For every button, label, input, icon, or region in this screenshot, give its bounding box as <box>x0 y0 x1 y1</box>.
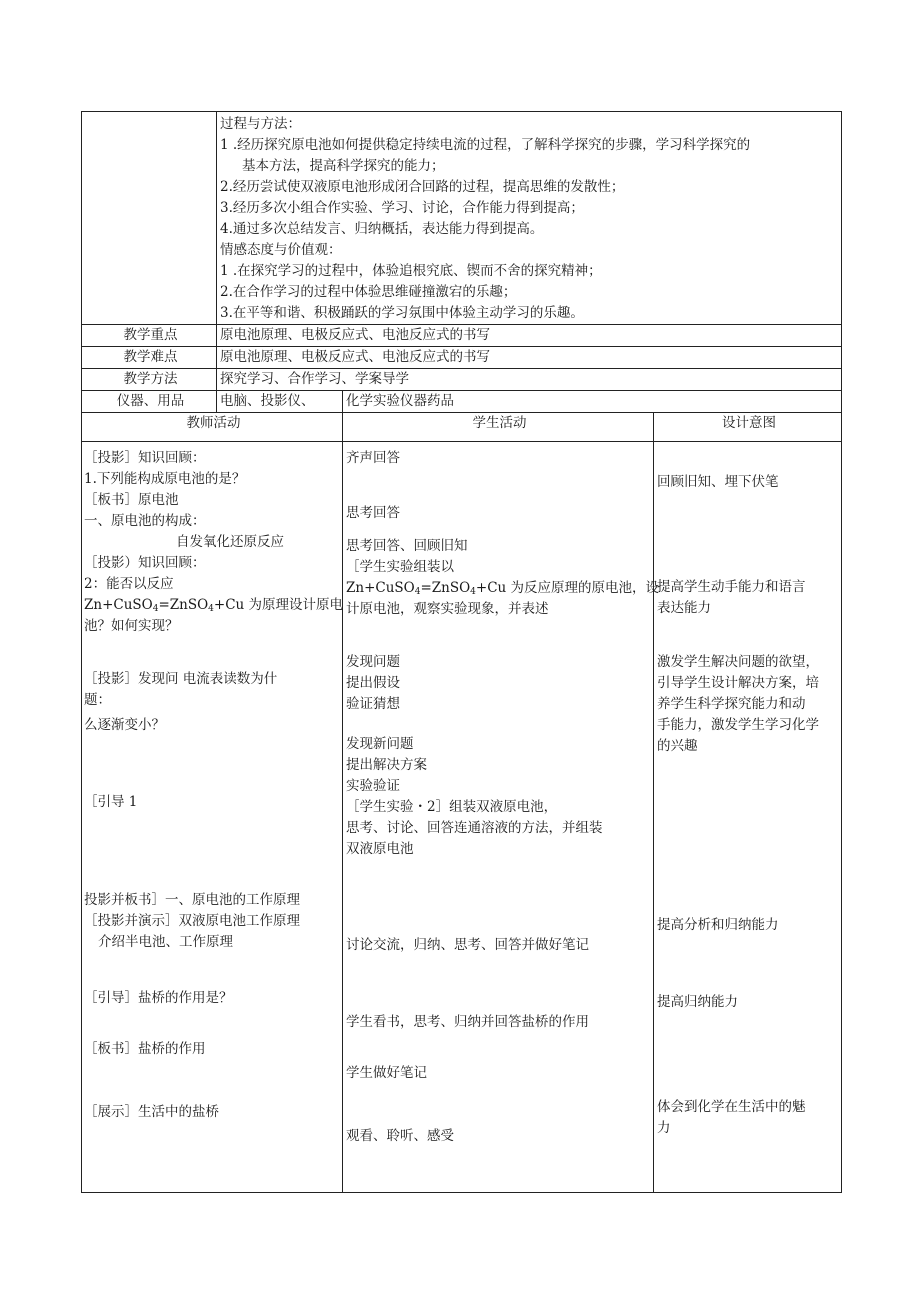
teacher-line: 投影并板书］一、原电池的工作原理 <box>84 892 300 908</box>
emotion-item: 3.在平等和谐、积极踊跃的学习氛围中体验主动学习的乐趣。 <box>220 305 584 321</box>
teacher-line: ［投影］发现问 电流表读数为什 <box>84 671 278 687</box>
design-line: 提高学生动手能力和语言 <box>657 579 806 595</box>
objectives-label-cell <box>82 112 217 325</box>
teacher-line: 2：能否以反应 <box>84 576 174 592</box>
activity-body-row <box>82 442 842 1193</box>
design-line: 力 <box>657 1120 671 1136</box>
formula-part: +Cu 为原理设计原电 <box>213 597 344 613</box>
objectives-row <box>82 112 842 325</box>
emotion-item: 2.在合作学习的过程中体验思维碰撞激宕的乐趣； <box>220 284 517 300</box>
student-line: 讨论交流，归纳、思考、回答并做好笔记 <box>346 937 589 953</box>
difficulties-value: 原电池原理、电极反应式、电池反应式的书写 <box>217 347 842 369</box>
design-line: 回顾旧知、埋下伏笔 <box>657 474 779 490</box>
key-points-value: 原电池原理、电极反应式、电池反应式的书写 <box>217 325 842 347</box>
student-line: 思考回答 <box>346 505 400 521</box>
student-line: 发现新问题 <box>346 736 414 752</box>
process-item: 2.经历尝试使双液原电池形成闭合回路的过程，提高思维的发散性； <box>220 179 625 195</box>
teacher-line: ［引导］盐桥的作用是？ <box>84 990 233 1006</box>
formula-part: +Cu 为反应原理的原电池，设 <box>475 580 660 596</box>
lesson-plan-table <box>81 111 842 1193</box>
formula-part: Zn+CuSO <box>84 597 153 613</box>
student-line: 观看、聆听、感受 <box>346 1128 454 1144</box>
instruments-row <box>82 391 842 413</box>
lesson-plan-document <box>81 111 841 1193</box>
teacher-activity-header: 教师活动 <box>82 413 343 442</box>
design-intent-cell <box>654 442 842 1193</box>
emotion-item: 1 .在探究学习的过程中，体验追根究底、锲而不舍的探究精神； <box>220 263 602 279</box>
teacher-line: ［引导 1 <box>84 794 138 810</box>
formula-part: =ZnSO <box>420 580 471 596</box>
formula-sub: 4 <box>414 587 421 597</box>
teacher-line: 介绍半电池、工作原理 <box>98 934 233 950</box>
process-item: 4.通过多次总结发言、归纳概括，表达能力得到提高。 <box>220 221 544 237</box>
objectives-cell <box>217 112 842 325</box>
design-line: 激发学生解决问题的欲望， <box>657 654 819 670</box>
process-item: 3.经历多次小组合作实验、学习、讨论，合作能力得到提高； <box>220 200 584 216</box>
teacher-line: ［板书］盐桥的作用 <box>84 1041 206 1057</box>
activity-header-row <box>82 413 842 442</box>
teacher-line: ［投影并演示］双液原电池工作原理 <box>84 913 300 929</box>
student-line: 计原电池，观察实验现象，并表述 <box>346 601 549 617</box>
instruments-value-b: 化学实验仪器药品 <box>343 391 842 413</box>
process-item: 基本方法，提高科学探究的能力； <box>242 158 445 174</box>
teacher-line: 题： <box>84 692 111 708</box>
design-line: 体会到化学在生活中的魅 <box>657 1099 806 1115</box>
teacher-line: ［板书］原电池 <box>84 492 179 508</box>
student-line: 齐声回答 <box>346 450 400 466</box>
student-line: 实验验证 <box>346 778 400 794</box>
design-intent-header: 设计意图 <box>654 413 842 442</box>
teacher-line: 1.下列能构成原电池的是？ <box>84 471 246 487</box>
design-line: 提高分析和归纳能力 <box>657 917 779 933</box>
emotion-title: 情感态度与价值观： <box>220 242 342 258</box>
key-points-label: 教学重点 <box>82 325 217 347</box>
process-item: 1 .经历探究原电池如何提供稳定持续电流的过程，了解科学探究的步骤，学习科学探究的 <box>220 137 751 153</box>
teacher-line: 自发氧化还原反应 <box>176 534 284 550</box>
design-line: 养学生科学探究能力和动 <box>657 696 806 712</box>
teacher-line: 一、原电池的构成： <box>84 513 206 529</box>
formula-sub: 4 <box>152 604 159 614</box>
design-line: 引导学生设计解决方案，培 <box>657 675 819 691</box>
formula-part: Zn+CuSO <box>346 580 415 596</box>
method-value: 探究学习、合作学习、学案导学 <box>217 369 842 391</box>
teacher-line: ［投影）知识回顾： <box>84 555 206 571</box>
formula-sub: 4 <box>208 604 214 614</box>
difficulties-label: 教学难点 <box>82 347 217 369</box>
student-line: 发现问题 <box>346 654 400 670</box>
design-line: 提高归纳能力 <box>657 994 738 1010</box>
teacher-line: ［展示］生活中的盐桥 <box>84 1104 219 1120</box>
student-activity-header: 学生活动 <box>343 413 654 442</box>
process-title: 过程与方法： <box>220 116 301 132</box>
student-line: 提出解决方案 <box>346 757 427 773</box>
design-line: 的兴趣 <box>657 738 698 754</box>
teacher-line: 池？如何实现？ <box>84 618 179 634</box>
teacher-line: 么逐渐变小？ <box>84 717 165 733</box>
instruments-value-a: 电脑、投影仪、 <box>217 391 343 413</box>
student-line: 学生看书，思考、归纳并回答盐桥的作用 <box>346 1014 589 1030</box>
formula-sub: 4 <box>470 587 476 597</box>
student-activity-cell <box>343 442 660 1193</box>
student-line: 双液原电池 <box>346 841 414 857</box>
student-line: 提出假设 <box>346 675 400 691</box>
student-line: ［学生实验・2］组装双液原电池， <box>346 799 558 815</box>
student-line: 思考、讨论、回答连通溶液的方法，并组装 <box>346 820 603 836</box>
method-label: 教学方法 <box>82 369 217 391</box>
student-line: ［学生实验组装以 <box>346 559 454 575</box>
student-line: 学生做好笔记 <box>346 1065 427 1081</box>
info-row <box>82 347 842 369</box>
teacher-line: ［投影］知识回顾： <box>84 450 206 466</box>
instruments-label: 仪器、用品 <box>82 391 217 413</box>
student-formula-line <box>346 578 660 599</box>
teacher-activity-cell <box>82 442 343 1193</box>
info-row <box>82 369 842 391</box>
student-line: 验证猜想 <box>346 696 400 712</box>
formula-part: =ZnSO <box>158 597 209 613</box>
info-row <box>82 325 842 347</box>
design-line: 表达能力 <box>657 600 711 616</box>
teacher-formula-line <box>84 595 342 616</box>
design-line: 手能力，激发学生学习化学 <box>657 717 819 733</box>
student-line: 思考回答、回顾旧知 <box>346 538 468 554</box>
